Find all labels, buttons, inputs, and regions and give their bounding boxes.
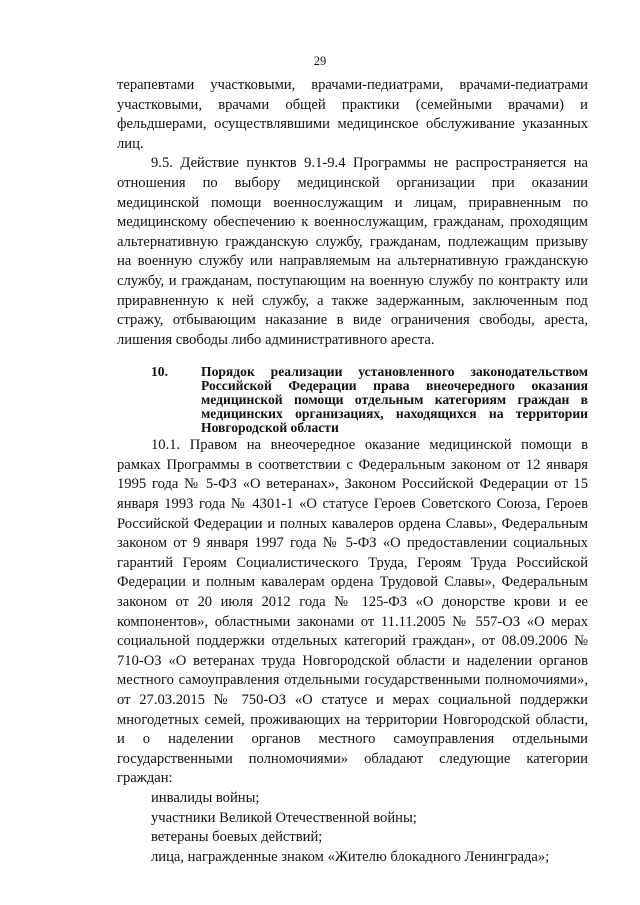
- paragraph-9-5: 9.5. Действие пунктов 9.1-9.4 Программы не распространяется на отношения по выбору медицинской организации при оказании медицинской помощи военнослужащим и лицам, приравненным по медицинскому обеспечению к военнослужащим, гражданам, проходящим альтернативную гражданскую службу, гражданам, подлежащим призыву на военную службу или направляемым на альтернативную гражданскую службу, и гражданам, поступающим на военную службу по контракту или приравненную к ней службу, а также задержанным, заключенным под стражу, отбывающим наказание в виде ограничения свободы, ареста, лишения свободы либо административного ареста.: [117, 155, 588, 348]
- paragraph-10-1: 10.1. Правом на внеочередное оказание медицинской помощи в рамках Программы в соответствии с Федеральным законом от 12 января 1995 года № 5-ФЗ «О ветеранах», Законом Российской Федерации от 15 января 1993 года № 4301-1 «О статусе Героев Советского Союза, Героев Российской Федерации и полных кавалеров ордена Славы», Федеральным законом от 9 января 1997 года № 5-ФЗ «О предоставлении социальных гарантий Героям Социалистического Труда, Героям Труда Российской Федерации и полным кавалерам ордена Трудовой Славы», Федеральным законом от 20 июля 2012 года № 125-ФЗ «О донорстве крови и ее компонентов», областными законами от 11.11.2005 № 557-ОЗ «О мерах социальной поддержки отдельных категорий граждан», от 08.09.2006 № 710-ОЗ «О ветеранах труда Новгородской области и наделении органов местного самоуправления отдельными государственными полномочиями», от 27.03.2015 № 750-ОЗ «О статусе и мерах социальной поддержки многодетных семей, проживающих на территории Новгородской области, и о наделении органов местного самоуправления отдельными государственными полномочиями» обладают следующие категории граждан:: [117, 437, 588, 787]
- category-item: инвалиды войны;: [151, 789, 260, 806]
- document-body: [117, 76, 588, 867]
- section-title: Порядок реализации установленного законодательством Российской Федерации права внеочередного оказания медицинской помощи отдельным категориям граждан в медицинских организациях, находящихся на территории Новгородской области: [201, 364, 588, 435]
- section-number: 10.: [151, 364, 168, 380]
- category-item: лица, награжденные знаком «Жителю блокадного Ленинграда»;: [151, 848, 550, 865]
- paragraph-continuation: терапевтами участковыми, врачами-педиатрами, врачами-педиатрами участковыми, врачами общей практики (семейными врачами) и фельдшерами, осуществлявшими медицинское обслуживание указанных лиц.: [117, 77, 588, 152]
- page-number: 29: [313, 54, 327, 68]
- category-item: участники Великой Отечественной войны;: [151, 809, 417, 826]
- section-heading-10: [117, 365, 588, 434]
- category-item: ветераны боевых действий;: [151, 829, 323, 846]
